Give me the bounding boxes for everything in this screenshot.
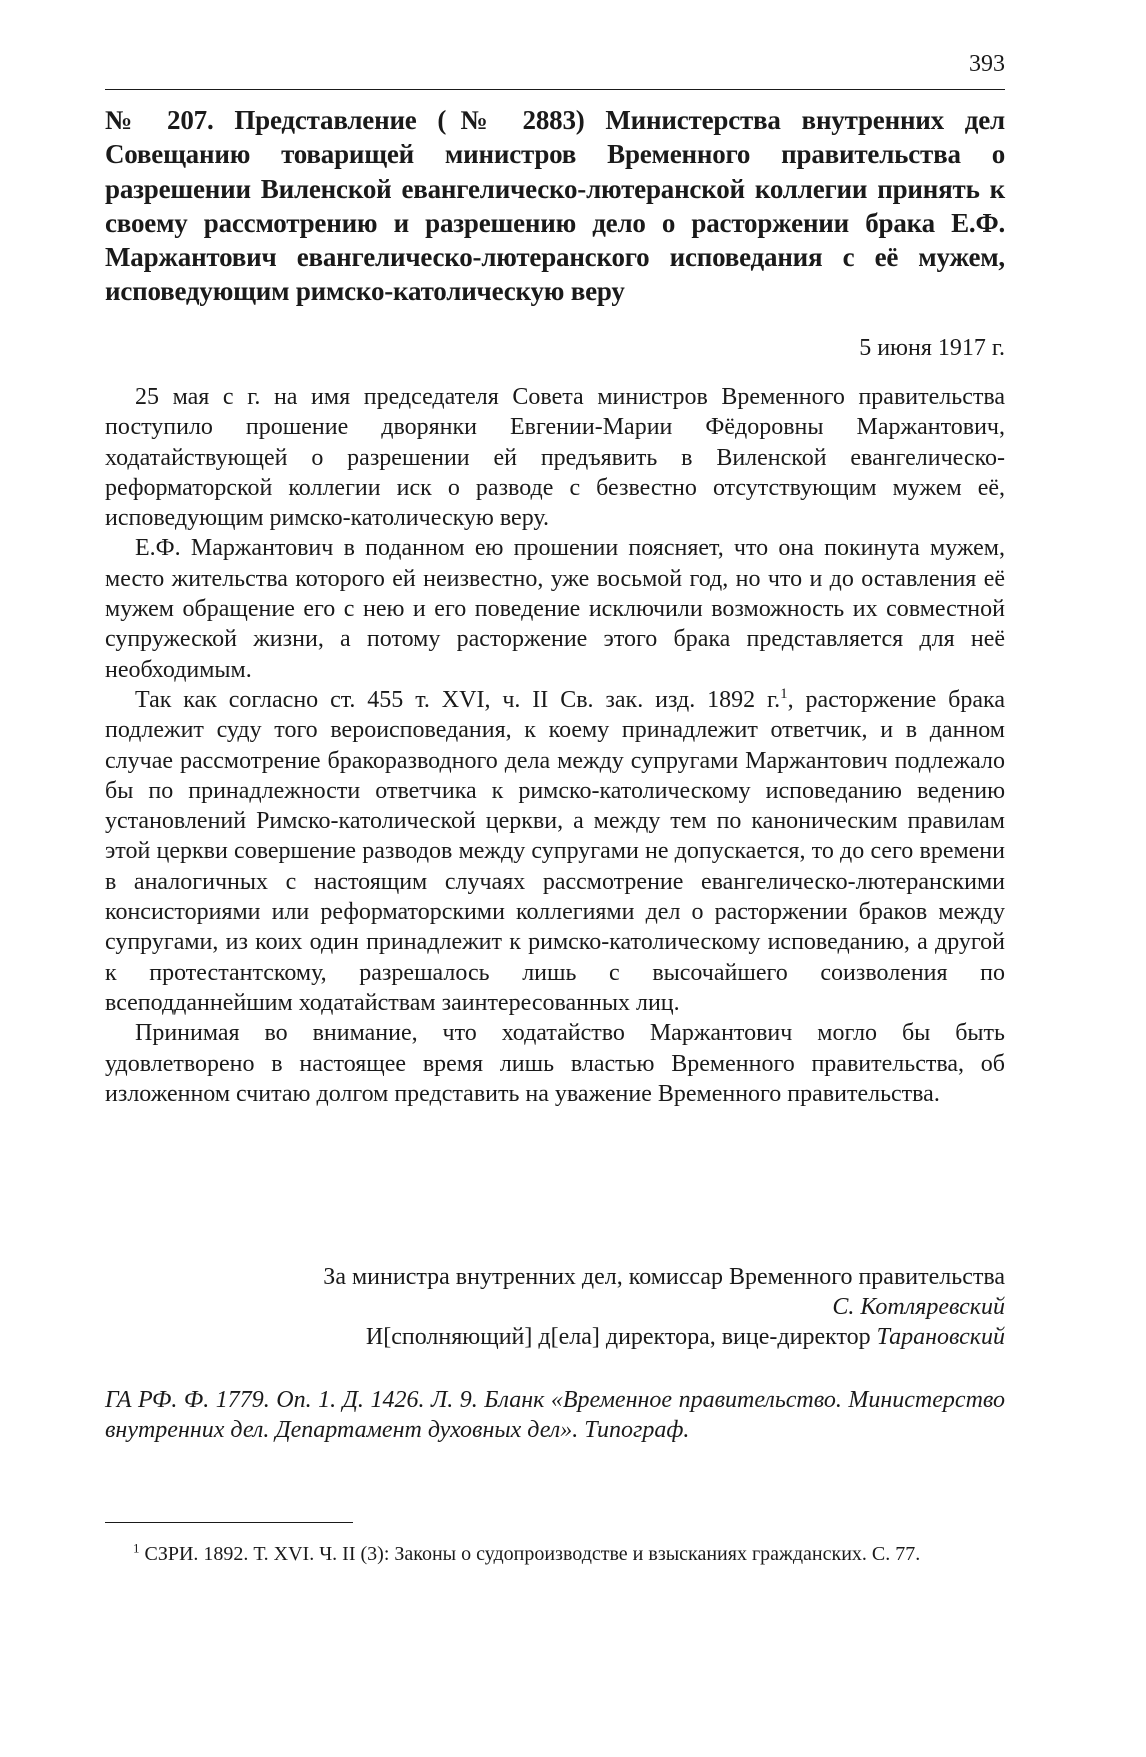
signer-role-2: И[сполняющий] д[ела] директора, вице-директор [365,1324,871,1350]
signature-block [105,1262,1005,1352]
body-paragraph-4: Принимая во внимание, что ходатайство Маржантович могло бы быть удовлетворено в настоящее время лишь властью Временного правительства, об изложенном считаю долгом представить на уважение Временного правительства. [105,1020,1005,1107]
signature-line-3 [105,1322,1005,1352]
document-body [105,382,1005,1109]
header-rule [105,89,1005,90]
document-date: 5 июня 1917 г. [859,335,1005,361]
archival-source: ГА РФ. Ф. 1779. Оп. 1. Д. 1426. Л. 9. Бланк «Временное правительство. Министерство внутренних дел. Департамент духовных дел». Типограф. [105,1387,1005,1443]
body-paragraph-3-start: Так как согласно ст. 455 т. XVI, ч. II Св. зак. изд. 1892 г. [135,686,781,713]
footnote-marker: 1 [133,1540,140,1556]
signer-name-1: С. Котляревский [832,1294,1005,1320]
footnote-rule [105,1522,353,1523]
footnote-reference: 1 [780,685,788,702]
signature-line-1: За министра внутренних дел, комиссар Временного правительства [323,1264,1005,1290]
body-paragraph-2: Е.Ф. Маржантович в поданном ею прошении поясняет, что она покинута мужем, место жительства которого ей неизвестно, уже восьмой год, но что и до оставления её мужем обращение его с нею и его поведение исключили возможность их совместной супружеской жизни, а потому расторжение этого брака представляется для неё необходимым. [105,535,1005,683]
page-number: 393 [969,51,1005,77]
footnote [105,1540,1005,1568]
body-paragraph-3 [105,685,1005,1018]
document-title: № 207. Представление (№ 2883) Министерства внутренних дел Совещанию товарищей министров Временного правительства о разрешении Виленской евангелическо-лютеранской коллегии принять к своему рассмотрению и разрешению дело о расторжении брака Е.Ф. Маржантович евангелическо-лютеранского исповедания с её мужем, исповедующим римско-католическую веру [105,105,1005,307]
signature-line-2 [105,1292,1005,1322]
footnote-text: СЗРИ. 1892. Т. XVI. Ч. II (3): Законы о судопроизводстве и взысканиях гражданских. С. 77. [144,1543,921,1565]
body-paragraph-3-end: , расторжение брака подлежит суду того вероисповедания, к коему принадлежит ответчик, и в данном случае рассмотрение бракоразводного дела между супругами Маржантович подлежало бы по принадлежности ответчика к римско-католическому исповеданию ведению установлений Римско-католической церкви, а между тем по каноническим правилам этой церкви совершение разводов между супругами не допускается, то до сего времени в аналогичных с настоящим случаях рассмотрение евангелическо-лютеранскими консисториями или реформаторскими коллегиями дел о расторжении браков между супругами, из коих один принадлежит к римско-католическому исповеданию, а другой к протестантскому, разрешалось лишь с высочайшего соизволения по всеподданнейшим ходатайствам заинтересованных лиц. [105,686,1005,1016]
body-paragraph-1: 25 мая с г. на имя председателя Совета министров Временного правительства поступило прошение дворянки Евгении-Марии Фёдоровны Маржантович, ходатайствующей о разрешении ей предъявить в Виленской евангелическо-реформаторской коллегии иск о разводе с безвестно отсутствующим мужем её, исповедующим римско-католическую веру. [105,384,1005,532]
signer-name-2: Тарановский [876,1324,1005,1350]
